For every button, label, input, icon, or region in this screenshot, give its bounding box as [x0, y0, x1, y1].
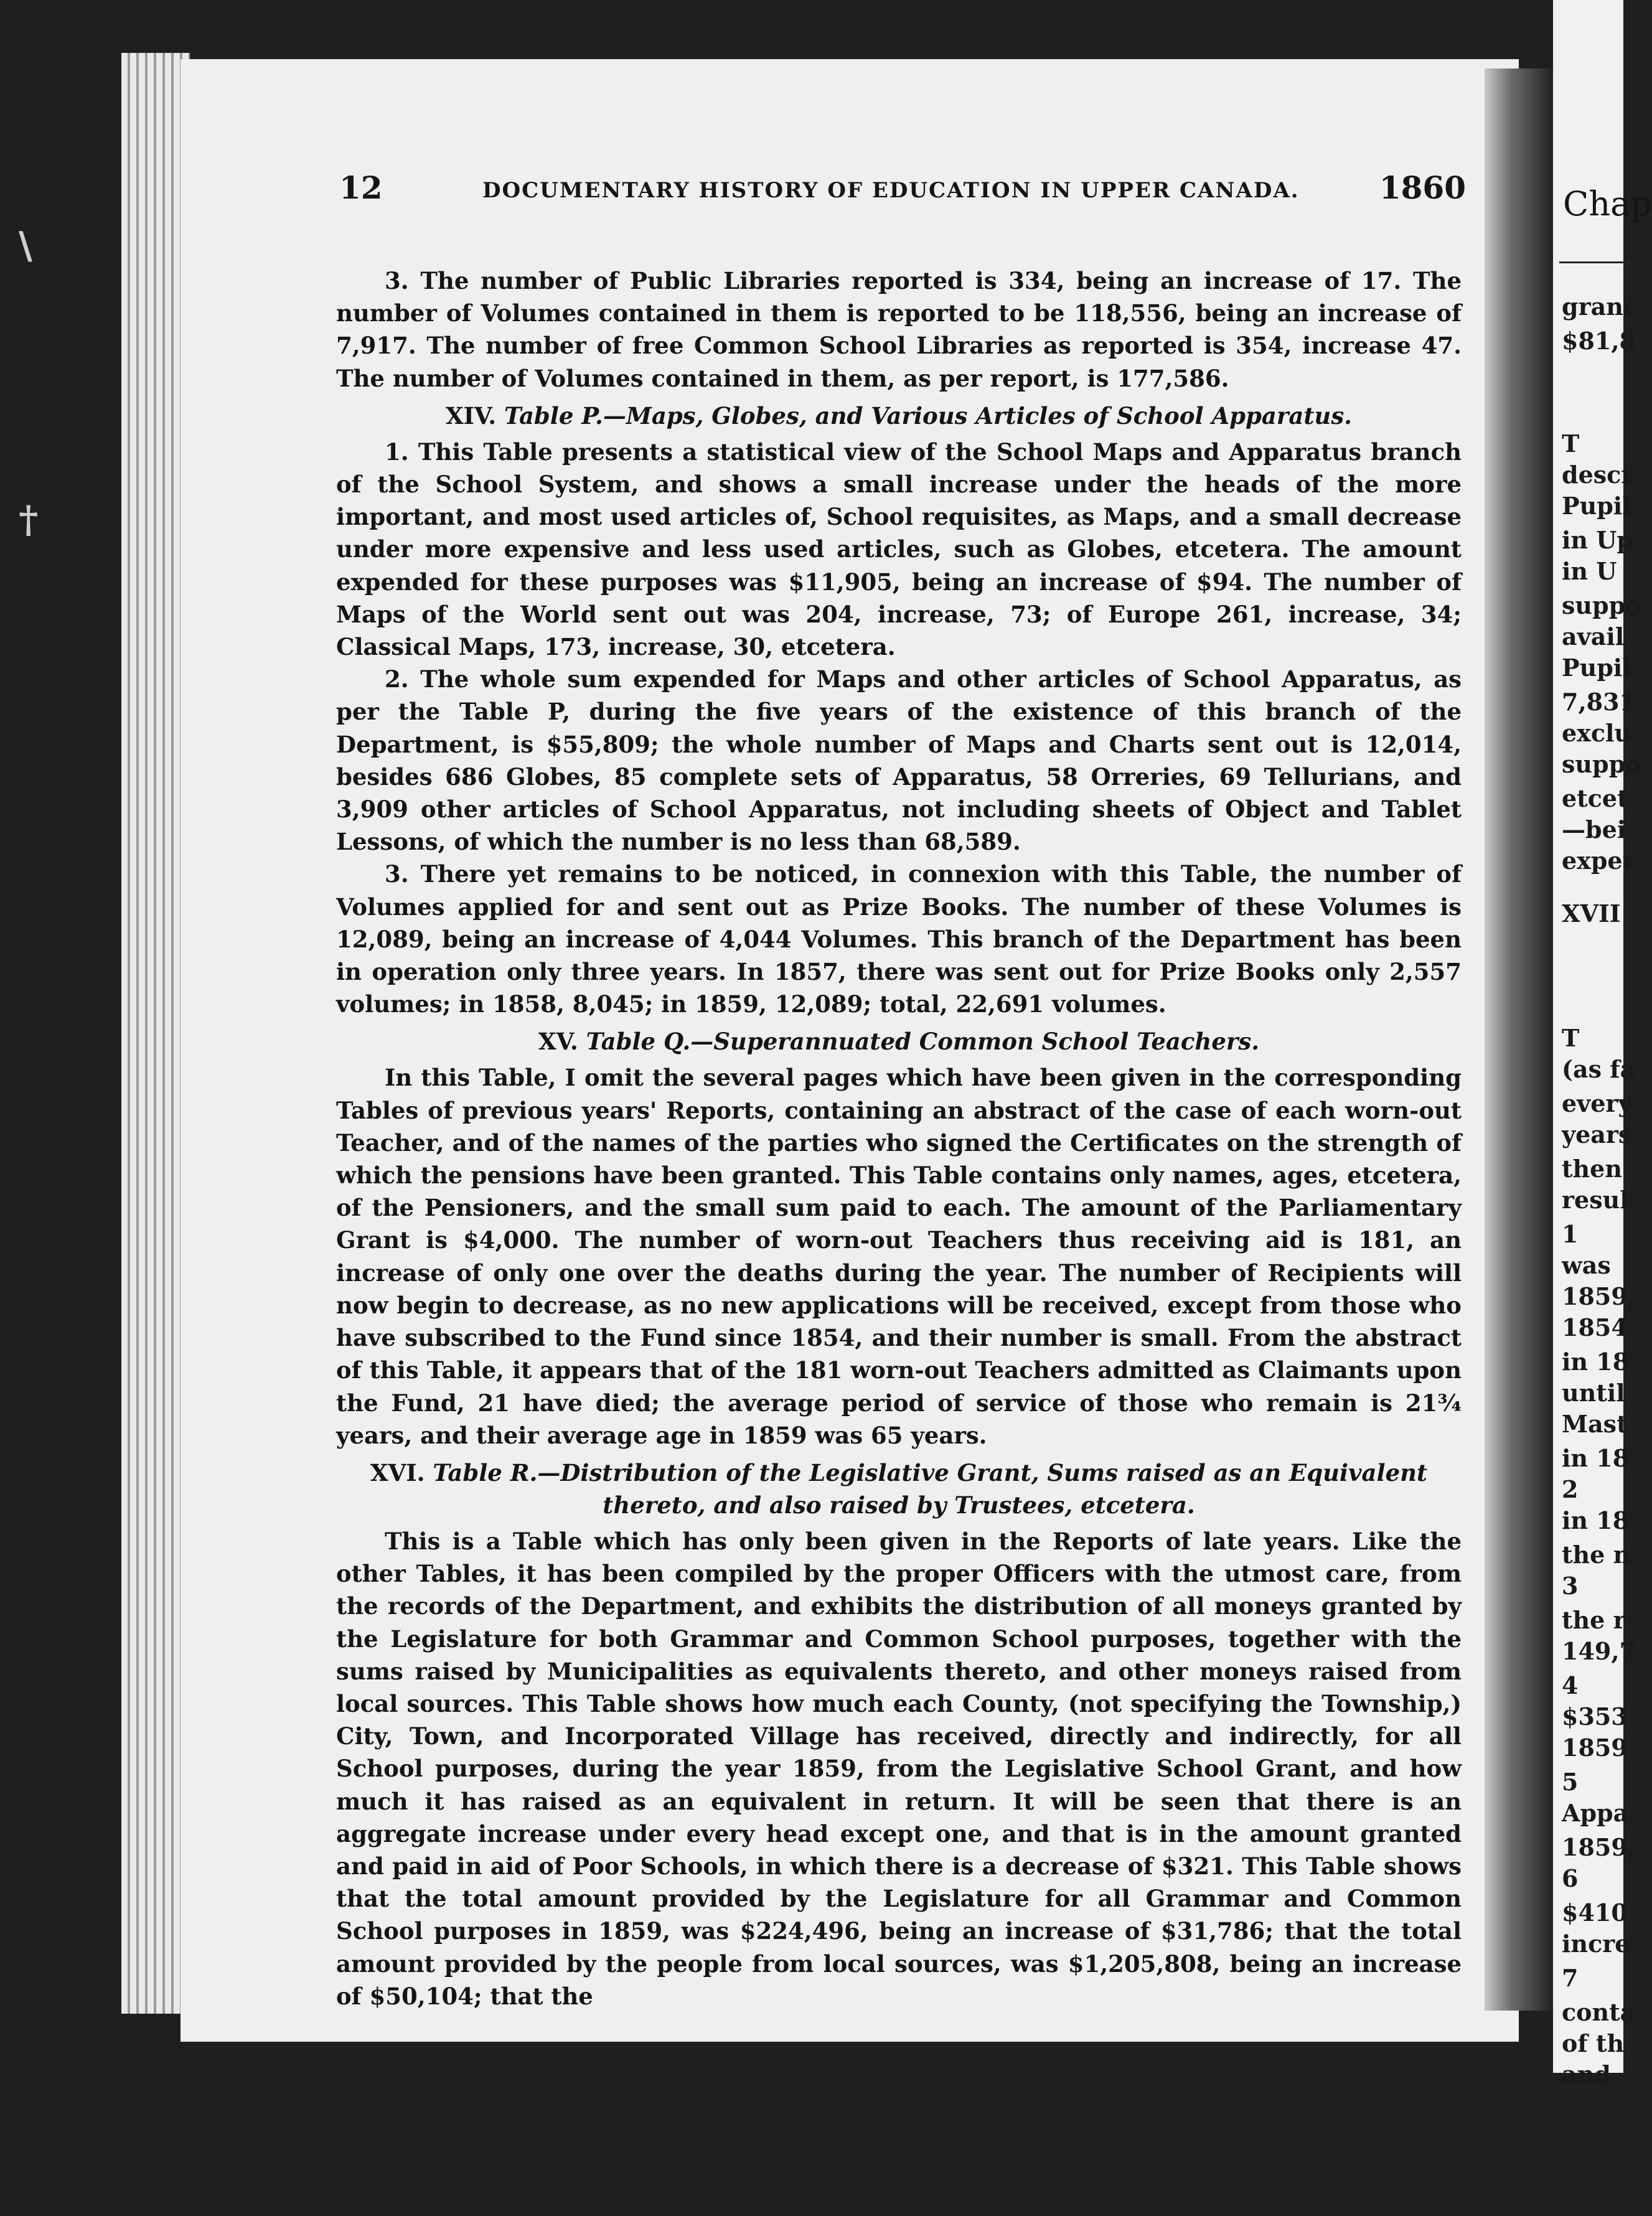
paragraph-xiv-1: 1. This Table presents a statistical view of the School Maps and Apparatus branch of the School System, and shows a small increase under the heads of the more important, and most used articles of, School requisites, as Maps, and a small decrease under more expensive and less used articles, such as Globes, etcetera. The amount expended for these purposes was $11,905, being an increase of $94. The number of Maps of the World sent out was 204, increase, 73; of Europe 261, increase, 34; Classical Maps, 173, increase, 30, etcetera.	[336, 438, 1462, 661]
section-number: XIV.	[445, 401, 497, 430]
facing-page-line: suppo	[1562, 591, 1641, 619]
facing-page-line: —bei	[1562, 815, 1626, 843]
facing-page-line: of th	[1562, 2029, 1625, 2057]
facing-page-line: every	[1562, 1089, 1632, 1117]
facing-page-line: $410	[1562, 1899, 1628, 1927]
facing-page-line: descr	[1562, 461, 1634, 489]
facing-page-line: T	[1562, 430, 1580, 458]
facing-page-line: 1859,	[1562, 1282, 1636, 1310]
facing-page-line: years	[1562, 1120, 1632, 1148]
paragraph-xiv-2: 2. The whole sum expended for Maps and other articles of School Apparatus, as per the Table P, during the five years of the existence of this branch of the Department, is $55,809; the whole number of Maps and Charts sent out is 12,014, besides 686 Globes, 85 complete sets of Apparatus, 58 Orreries, 69 Tellurians, and 3,909 other articles of School Apparatus, not including sheets of Object and Tablet Lessons, of which the number is no less than 68,589.	[336, 665, 1462, 856]
facing-page-line: 3	[1562, 1572, 1579, 1600]
facing-page-rule	[1559, 261, 1634, 263]
facing-page-line: 7,831	[1562, 688, 1636, 716]
facing-page-line: 149,7	[1562, 1637, 1636, 1665]
facing-page-line: in Up	[1562, 526, 1634, 554]
running-title: DOCUMENTARY HISTORY OF EDUCATION IN UPPER CANADA.	[482, 178, 1300, 203]
facing-page-line: then	[1562, 1155, 1622, 1183]
facing-page-line: in 18	[1562, 1348, 1630, 1376]
section-heading-xv	[336, 1025, 1462, 1058]
section-title: Table Q.—Superannuated Common School Teachers.	[586, 1028, 1260, 1056]
running-header	[339, 169, 1466, 213]
scan-artifact: †	[19, 498, 39, 542]
section-number: XV.	[538, 1028, 578, 1056]
facing-page-line: avail	[1562, 622, 1625, 650]
facing-page-line: (as fa	[1562, 1055, 1636, 1083]
page-body	[336, 265, 1462, 2012]
section-heading-xvi	[336, 1457, 1462, 1521]
paragraph-xv: In this Table, I omit the several pages which have been given in the corresponding Tables of previous years' Reports, containing an abstract of the case of each worn-out Teacher, and of the names of the parties who signed the Certificates on the strength of which the pensions have been granted. This Table contains only names, ages, etcetera, of the Pensioners, and the small sum paid to each. The amount of the Parliamentary Grant is $4,000. The number of worn-out Teachers thus receiving aid is 181, an increase of only one over the deaths during the year. The number of Recipients will now begin to decrease, as no new applications will be received, except from those who have subscribed to the Fund since 1854, and their number is small. From the abstract of this Table, it appears that of the 181 worn-out Teachers admitted as Claimants upon the Fund, 21 have died; the average period of service of those who remain is 21¾ years, and their average age in 1859 was 65 years.	[336, 1064, 1462, 1449]
facing-page-line: in 18	[1562, 1444, 1630, 1472]
book-gutter	[1485, 68, 1553, 2011]
facing-page-line: exclu	[1562, 719, 1632, 747]
paragraph-xvi: This is a Table which has only been given in the Reports of late years. Like the other Tables, it has been compiled by the proper Officers with the utmost care, from the records of the Department, and exhibits the distribution of all moneys granted by the Legislature for both Grammar and Common School purposes, together with the sums raised by Municipalities as equivalents thereto, and other moneys raised from local sources. This Table shows how much each County, (not specifying the Township,) City, Town, and Incorporated Village has received, directly and indirectly, for all School purposes, during the year 1859, from the Legislative School Grant, and how much it has raised as an equivalent in return. It will be seen that there is an aggregate increase under every head except one, and that is in the amount granted and paid in aid of Poor Schools, in which there is a decrease of $321. This Table shows that the total amount provided by the Legislature for all Grammar and Common School purposes in 1859, was $224,496, being an increase of $31,786; that the total amount provided by the people from local sources, was $1,205,808, being an increase of $50,104; that the	[336, 1527, 1462, 2010]
facing-page-line: 7	[1562, 1964, 1579, 1992]
facing-page-line: suppo	[1562, 750, 1641, 778]
scan-artifact: \	[19, 224, 32, 268]
facing-page-line: 1859,	[1562, 1833, 1636, 1861]
facing-page-line: $81,8	[1562, 327, 1636, 355]
facing-page-line: the r	[1562, 1606, 1626, 1634]
facing-page-line: XVII	[1562, 899, 1621, 927]
facing-page-line: in 18	[1562, 1506, 1630, 1534]
facing-page-line: exper	[1562, 847, 1635, 875]
facing-page-line: 1	[1562, 1220, 1579, 1248]
facing-page-line: 4	[1562, 1671, 1579, 1699]
facing-page-line: in U	[1562, 557, 1617, 585]
facing-page-line: incre	[1562, 1930, 1630, 1958]
facing-page-line: resul	[1562, 1186, 1629, 1214]
facing-page-line: until	[1562, 1379, 1625, 1407]
facing-page-line: T	[1562, 1024, 1580, 1052]
header-year: 1860	[1379, 169, 1466, 206]
facing-page-line: etcet	[1562, 784, 1628, 812]
facing-page-line: 2	[1562, 1475, 1579, 1503]
facing-page-line: $353	[1562, 1702, 1628, 1730]
facing-page-line: 1854	[1562, 1313, 1628, 1341]
section-title: Table P.—Maps, Globes, and Various Articles of School Apparatus.	[504, 401, 1353, 430]
facing-page-line: 5	[1562, 1768, 1579, 1796]
facing-page-line: Appa	[1562, 1799, 1629, 1827]
facing-page-header: Chap	[1563, 184, 1652, 223]
book-page-edges	[121, 53, 190, 2014]
facing-page-line: 6	[1562, 1864, 1579, 1892]
section-number: XVI.	[370, 1458, 425, 1486]
facing-page-line: 1859	[1562, 1734, 1628, 1762]
facing-page-line: Pupil	[1562, 654, 1631, 682]
facing-page-line: the n	[1562, 1541, 1631, 1569]
facing-page-line: was	[1562, 1251, 1611, 1279]
section-heading-xiv	[336, 400, 1462, 432]
facing-page	[1553, 0, 1652, 2088]
facing-page-line: granc	[1562, 293, 1638, 321]
facing-page-line: Pupil	[1562, 492, 1631, 520]
facing-page-line: conta	[1562, 1998, 1636, 2026]
facing-page-line: Mast	[1562, 1410, 1628, 1438]
page-number: 12	[339, 169, 383, 206]
facing-page-line: and	[1562, 2060, 1611, 2088]
paragraph-libraries: 3. The number of Public Libraries reported is 334, being an increase of 17. The number of Volumes contained in them is reported to be 118,556, being an increase of 7,917. The number of free Common School Libraries as reported is 354, increase 47. The number of Volumes contained in them, as per report, is 177,586.	[336, 267, 1462, 392]
paragraph-xiv-3: 3. There yet remains to be noticed, in connexion with this Table, the number of Volumes applied for and sent out as Prize Books. The number of these Volumes is 12,089, being an increase of 4,044 Volumes. This branch of the Department has been in operation only three years. In 1857, there was sent out for Prize Books only 2,557 volumes; in 1858, 8,045; in 1859, 12,089; total, 22,691 volumes.	[336, 860, 1462, 1018]
section-title: Table R.—Distribution of the Legislative Grant, Sums raised as an Equivalent thereto, and also raised by Trustees, etcetera.	[433, 1458, 1428, 1519]
